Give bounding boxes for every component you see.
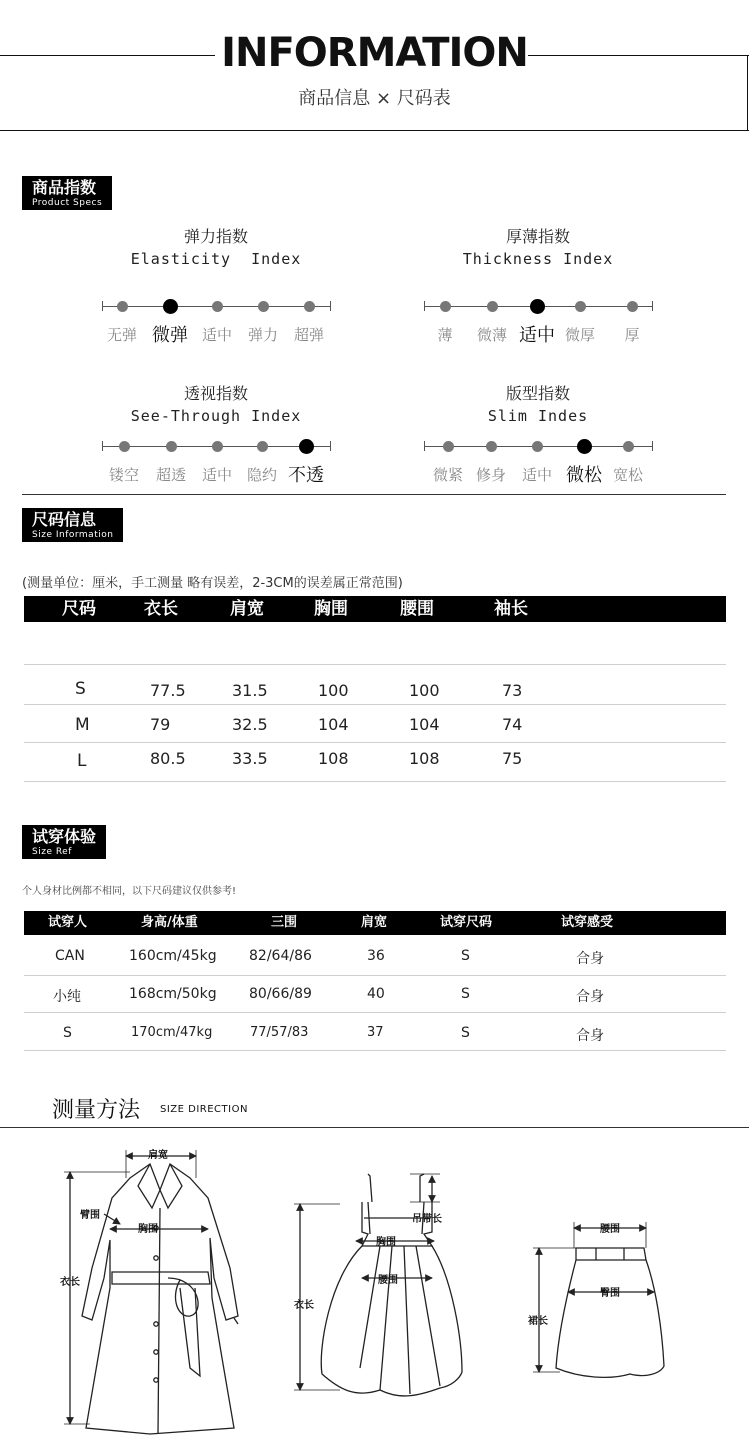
scale-label: 不透	[288, 465, 324, 486]
size-cell: 108	[409, 749, 440, 768]
scale-dot-selected	[577, 439, 592, 454]
size-col-header: 衣长	[144, 599, 178, 619]
tryon-cell: S	[461, 948, 470, 964]
scale-dot	[487, 301, 498, 312]
scale-dot	[117, 301, 128, 312]
tryon-cell: 36	[367, 948, 385, 964]
table-divider	[24, 1012, 726, 1013]
scale-label: 微厚	[564, 326, 595, 344]
scale-dot	[212, 441, 223, 452]
tryon-cell: S	[63, 1025, 72, 1041]
size-cell: 100	[409, 681, 440, 700]
scale-label: 微薄	[476, 326, 507, 344]
section-divider	[22, 494, 726, 495]
scale-label: 适中	[519, 325, 555, 346]
skirt-waist-label: 腰围	[600, 1224, 620, 1235]
tryon-cell: 37	[367, 1025, 384, 1040]
tryon-col-header: 三围	[271, 915, 298, 930]
index-subtitle: Elasticity Index	[130, 250, 302, 268]
tryon-col-header: 身高/体重	[141, 915, 198, 930]
size-cell: M	[75, 715, 90, 735]
section-label-cn: 试穿体验	[32, 827, 97, 846]
section-label-tryon	[22, 825, 106, 859]
size-cell: 77.5	[150, 681, 186, 700]
scale-end	[102, 301, 103, 311]
section-label-size	[22, 508, 123, 542]
size-cell: 73	[502, 681, 523, 700]
dress-chest-label: 胸围	[376, 1237, 396, 1248]
index-subtitle: See-Through Index	[130, 407, 302, 425]
size-col-header: 腰围	[400, 599, 434, 619]
size-col-header: 肩宽	[230, 599, 264, 619]
dress-length-label: 衣长	[294, 1300, 314, 1311]
scale-label: 薄	[437, 326, 453, 344]
scale-label: 无弹	[106, 326, 137, 344]
section-label-specs	[22, 176, 112, 210]
size-cell: S	[75, 679, 86, 699]
scale-dot	[532, 441, 543, 452]
scale-label: 超弹	[293, 326, 324, 344]
dress-diagram	[294, 1174, 462, 1396]
section-label-cn: 商品指数	[32, 178, 97, 197]
tryon-table-header	[24, 911, 726, 935]
dress-strap-label: 吊带长	[412, 1214, 442, 1225]
scale-dot	[627, 301, 638, 312]
coat-length-label: 衣长	[60, 1277, 80, 1288]
scale-label: 宽松	[612, 466, 643, 484]
skirt-length-label: 裙长	[528, 1316, 548, 1327]
tryon-note: 个人身材比例都不相同，以下尺码建议仅供参考!	[22, 886, 237, 897]
section-label-cn: 尺码信息	[32, 510, 97, 529]
tryon-col-header: 试穿人	[48, 915, 88, 930]
size-cell: 100	[318, 681, 349, 700]
coat-arm-label: 臂围	[80, 1210, 100, 1221]
scale-dot	[166, 441, 177, 452]
measurement-diagrams	[0, 1128, 749, 1442]
index-subtitle: Slim Indes	[487, 407, 589, 425]
scale-label: 适中	[201, 326, 232, 344]
size-cell: L	[77, 751, 87, 771]
coat-chest-label: 胸围	[138, 1224, 158, 1235]
table-divider	[24, 664, 726, 665]
scale-dot	[575, 301, 586, 312]
size-cell: 104	[318, 715, 349, 734]
dress-waist-label: 腰围	[378, 1275, 398, 1286]
tryon-cell: 合身	[576, 951, 604, 967]
scale-label: 隐约	[246, 466, 277, 484]
scale-dot	[623, 441, 634, 452]
tryon-cell: 小纯	[53, 989, 81, 1005]
size-cell: 31.5	[232, 681, 268, 700]
index-title: 厚薄指数	[505, 227, 570, 246]
scale-label: 微弹	[152, 325, 188, 346]
scale-label: 厚	[624, 326, 640, 344]
table-divider	[24, 704, 726, 705]
scale-dot-selected	[163, 299, 178, 314]
scale-dot	[443, 441, 454, 452]
scale-dot-selected	[299, 439, 314, 454]
table-divider	[24, 1050, 726, 1051]
section-label-en: Product Specs	[32, 198, 103, 208]
tryon-col-header: 试穿尺码	[440, 915, 493, 930]
size-table-header	[24, 596, 726, 622]
size-col-header: 尺码	[62, 599, 96, 619]
size-col-header: 袖长	[494, 599, 528, 619]
header-rule-bottom	[0, 130, 749, 131]
scale-dot	[486, 441, 497, 452]
scale-end	[424, 441, 425, 451]
scale-label: 适中	[201, 466, 232, 484]
scale-end	[424, 301, 425, 311]
scale-label: 超透	[155, 466, 186, 484]
scale-end	[330, 301, 331, 311]
scale-dot-selected	[530, 299, 545, 314]
section-label-en: Size Ref	[32, 847, 72, 857]
scale-label: 适中	[521, 466, 552, 484]
size-cell: 75	[502, 749, 523, 768]
scale-dot	[257, 441, 268, 452]
skirt-hip-label: 臀围	[600, 1288, 620, 1299]
scale-label: 微紧	[432, 466, 463, 484]
scale-label: 修身	[475, 466, 506, 484]
scale-end	[652, 301, 653, 311]
tryon-cell: 合身	[576, 1028, 604, 1044]
skirt-diagram	[528, 1222, 664, 1377]
table-divider	[24, 975, 726, 976]
scale-dot	[212, 301, 223, 312]
index-subtitle: Thickness Index	[462, 250, 614, 268]
scale-end	[102, 441, 103, 451]
scale-end	[652, 441, 653, 451]
section-label-en: Size Information	[32, 530, 114, 540]
measure-subtitle: SIZE DIRECTION	[160, 1104, 248, 1115]
index-title: 透视指数	[183, 384, 248, 403]
table-divider	[24, 781, 726, 782]
tryon-cell: S	[461, 1025, 470, 1041]
tryon-col-header: 肩宽	[361, 915, 388, 930]
size-cell: 104	[409, 715, 440, 734]
tryon-cell: 82/64/86	[249, 948, 312, 964]
measure-title: 测量方法	[52, 1098, 141, 1123]
table-divider	[24, 742, 726, 743]
size-cell: 108	[318, 749, 349, 768]
coat-shoulder-label: 肩宽	[148, 1150, 168, 1161]
scale-dot	[440, 301, 451, 312]
tryon-col-header: 试穿感受	[561, 915, 614, 930]
size-cell: 80.5	[150, 749, 186, 768]
tryon-cell: 168cm/50kg	[129, 986, 217, 1002]
scale-dot	[119, 441, 130, 452]
size-cell: 74	[502, 715, 523, 734]
size-cell: 79	[150, 715, 171, 734]
tryon-cell: 40	[367, 986, 385, 1002]
page-title: INFORMATION	[221, 30, 528, 76]
scale-label: 微松	[566, 465, 602, 486]
size-col-header: 胸围	[314, 599, 348, 619]
size-cell: 33.5	[232, 749, 268, 768]
scale-dot	[258, 301, 269, 312]
size-note: (测量单位：厘米，手工测量 略有误差，2-3CM的误差属正常范围)	[22, 576, 403, 591]
tryon-cell: 77/57/83	[250, 1025, 309, 1040]
scale-dot	[304, 301, 315, 312]
scale-label: 镂空	[108, 466, 139, 484]
size-cell: 32.5	[232, 715, 268, 734]
page-subtitle: 商品信息 × 尺码表	[298, 88, 451, 109]
scale-label: 弹力	[247, 326, 278, 344]
tryon-cell: 80/66/89	[249, 986, 312, 1002]
index-title: 弹力指数	[183, 227, 248, 246]
coat-diagram	[60, 1148, 238, 1434]
tryon-cell: 160cm/45kg	[129, 948, 217, 964]
scale-end	[330, 441, 331, 451]
tryon-cell: 170cm/47kg	[131, 1025, 213, 1040]
tryon-cell: CAN	[55, 948, 85, 964]
tryon-cell: S	[461, 986, 470, 1002]
tryon-cell: 合身	[576, 989, 604, 1005]
index-title: 版型指数	[505, 384, 570, 403]
